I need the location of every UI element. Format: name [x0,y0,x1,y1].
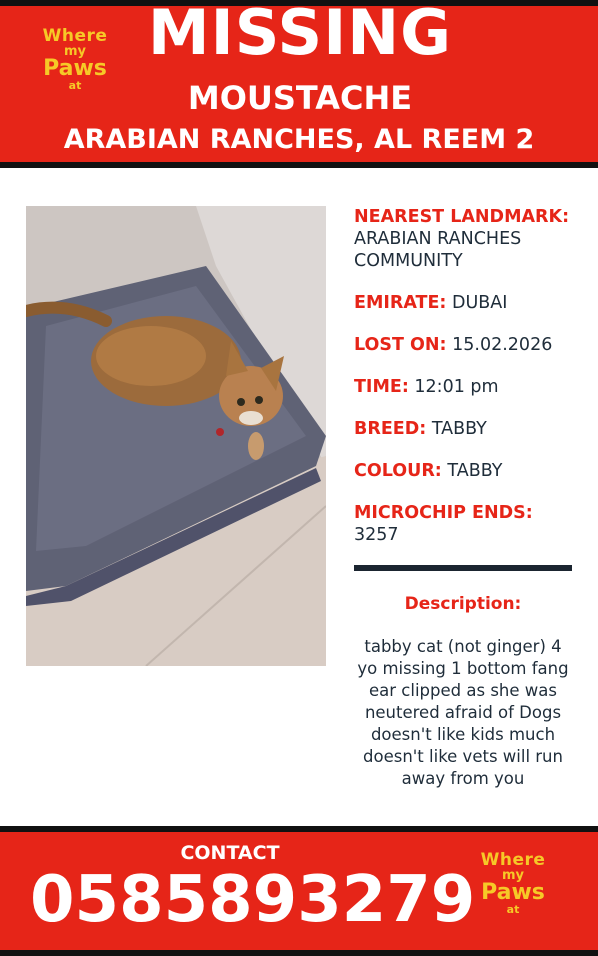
microchip-row [354,502,572,546]
logo-line-1: Where [480,850,546,870]
cat-photo [26,206,326,666]
landmark-value: ARABIAN RANCHES COMMUNITY [354,229,522,271]
logo-line-2: my [501,868,525,883]
lost-on-label: LOST ON: [354,335,447,355]
logo-line-4: at [506,903,520,916]
logo-line-1: Where [42,26,108,46]
contact-label: CONTACT [180,842,280,864]
details-panel [354,206,572,566]
cat-photo-illustration [26,206,326,666]
logo-line-2: my [63,44,87,59]
lost-location: ARABIAN RANCHES, AL REEM 2 [63,124,535,155]
lost-on-row [354,334,572,356]
missing-title: MISSING [147,0,453,69]
landmark-row [354,206,572,272]
emirate-row [354,292,572,314]
colour-label: COLOUR: [354,461,442,481]
emirate-label: EMIRATE: [354,293,447,313]
breed-value: TABBY [431,419,487,439]
pet-name: MOUSTACHE [187,79,413,117]
breed-row [354,418,572,440]
microchip-value: 3257 [354,525,399,545]
time-label: TIME: [354,377,409,397]
phone-number[interactable]: 0585893279 [30,863,476,937]
breed-label: BREED: [354,419,427,439]
emirate-value: DUBAI [452,293,508,313]
time-row [354,376,572,398]
logo-line-3: Paws [43,56,107,81]
microchip-label: MICROCHIP ENDS: [354,503,533,523]
colour-value: TABBY [447,461,503,481]
lost-on-value: 15.02.2026 [452,335,553,355]
logo-line-3: Paws [481,880,545,905]
landmark-label: NEAREST LANDMARK: [354,207,570,227]
description-text: tabby cat (not ginger) 4 yo missing 1 bottom fang ear clipped as she was neutered afraid of Dogs doesn't like kids much doesn't like vets will run away from you [357,637,569,788]
brand-logo-footer [472,852,554,915]
description-label: Description: [404,594,522,614]
logo-line-4: at [68,79,82,92]
time-value: 12:01 pm [414,377,499,397]
colour-row [354,460,572,482]
divider [354,565,572,571]
